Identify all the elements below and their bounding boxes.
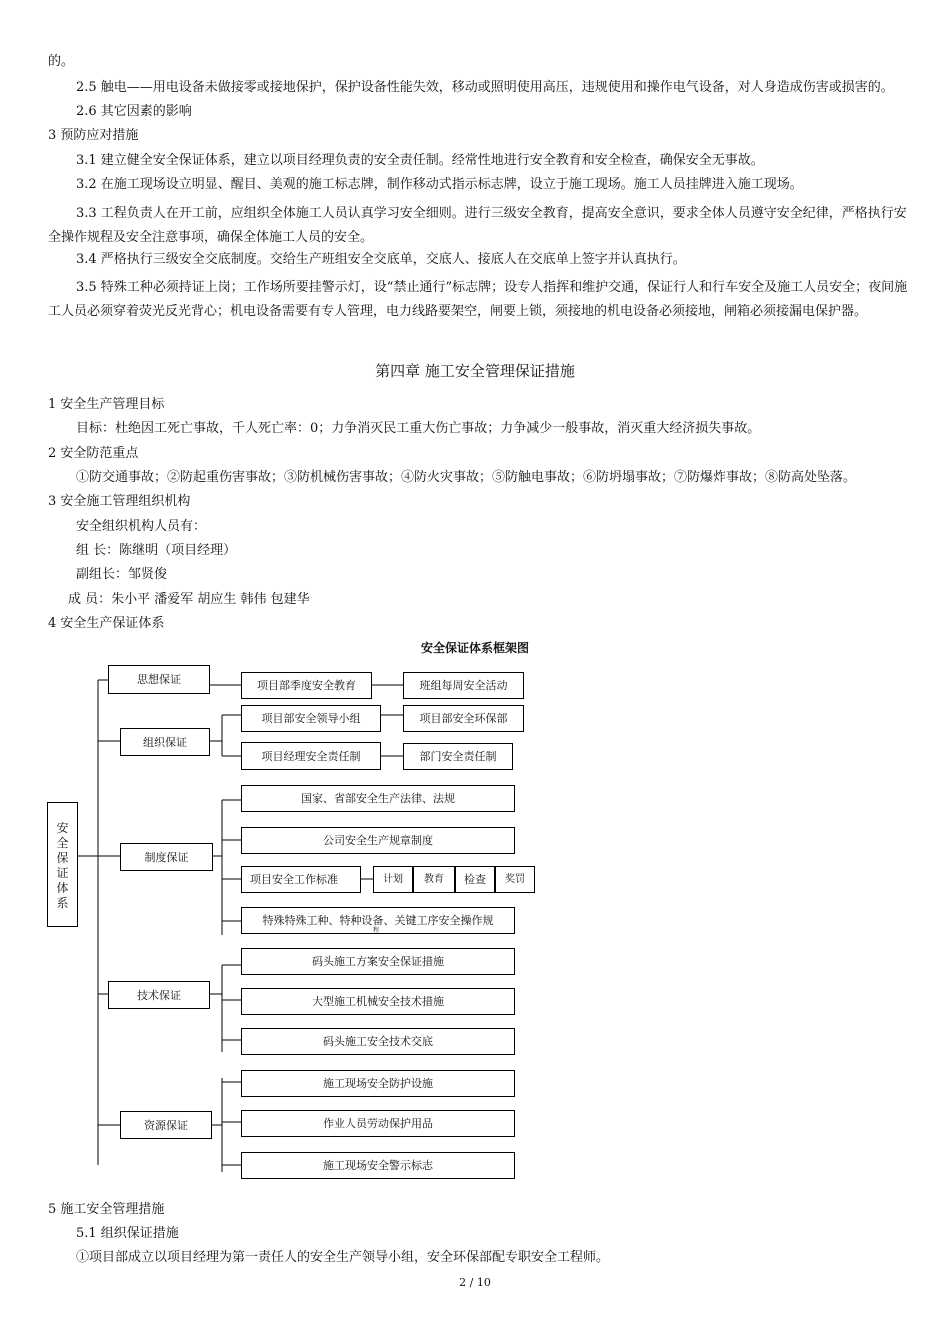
text-line: ①项目部成立以项目经理为第一责任人的安全生产领导小组，安全环保部配专职安全工程师。 (76, 1250, 610, 1265)
category-organization: 组织保证 (120, 728, 210, 756)
system-subitem: 计划 (373, 866, 413, 893)
text-line: 3.1 建立健全安全保证体系，建立以项目经理负责的安全责任制。经常性地进行安全教育和安全检查，确保安全无事故。 (76, 153, 764, 168)
tech-item: 码头施工方案安全保证措施 (241, 948, 515, 975)
text-line: 2.5 触电——用电设备未做接零或接地保护，保护设备性能失效，移动或照明使用高压，违规使用和操作电气设备，对人身造成伤害或损害的。 (76, 80, 894, 95)
tech-item: 码头施工安全技术交底 (241, 1028, 515, 1055)
text-line: 3.2 在施工现场设立明显、醒目、美观的施工标志牌，制作移动式指示标志牌，设立于施工现场。施工人员挂牌进入施工现场。 (76, 177, 803, 192)
category-resource: 资源保证 (120, 1111, 212, 1139)
text-line: 目标：杜绝因工死亡事故，千人死亡率：0；力争消灭民工重大伤亡事故；力争减少一般事故，消灭重大经济损失事故。 (76, 421, 761, 436)
system-subitem: 检查 (455, 866, 495, 893)
text-line: 的。 (48, 54, 75, 69)
category-thought: 思想保证 (108, 665, 210, 694)
system-item: 国家、省部安全生产法律、法规 (241, 785, 515, 812)
section-heading: 5 施工安全管理措施 (48, 1202, 165, 1217)
system-subitem: 教育 (413, 866, 455, 893)
root-box: 安全保证体系 (47, 802, 78, 927)
text-line: ①防交通事故；②防起重伤害事故；③防机械伤害事故；④防火灾事故；⑤防触电事故；⑥防坍塌事故；⑦防爆炸事故；⑧防高处坠落。 (76, 470, 857, 485)
tech-item: 大型施工机械安全技术措施 (241, 988, 515, 1015)
cut-text: 程 (373, 927, 380, 934)
thought-item: 班组每周安全活动 (403, 672, 524, 699)
org-item: 项目部安全环保部 (403, 705, 524, 732)
category-technology: 技术保证 (108, 981, 210, 1009)
text-line: 安全组织机构人员有： (76, 519, 207, 534)
page-number: 2 / 10 (459, 1276, 491, 1289)
section-heading: 4 安全生产保证体系 (48, 616, 165, 631)
resource-item: 作业人员劳动保护用品 (241, 1110, 515, 1137)
org-item: 部门安全责任制 (403, 743, 513, 770)
section-heading: 2 安全防范重点 (48, 446, 139, 461)
subsection-heading: 5.1 组织保证措施 (76, 1226, 179, 1241)
system-subitem: 奖罚 (495, 866, 535, 893)
chapter-title: 第四章 施工安全管理保证措施 (375, 362, 575, 380)
diagram-title: 安全保证体系框架图 (420, 641, 529, 655)
resource-item: 施工现场安全防护设施 (241, 1070, 515, 1097)
text-paragraph: 3.5 特殊工种必须持证上岗；工作场所要挂警示灯，设“禁止通行”标志牌；设专人指挥和维护交通，保证行人和行车安全及施工人员安全；夜间施工人员必须穿着荧光反光背心；机电设备需要有专人管理，电力线路要架空，闸要上锁，须接地的机电设备必须接地，闸箱必须接漏电保护器。 (48, 280, 908, 319)
text-line: 3.4 严格执行三级安全交底制度。交给生产班组安全交底单，交底人、接底人在交底单上签字并认真执行。 (76, 252, 686, 267)
text-paragraph: 3.3 工程负责人在开工前，应组织全体施工人员认真学习安全细则。进行三级安全教育，提高安全意识，要求全体人员遵守安全纪律，严格执行安全操作规程及安全注意事项，确保全体施工人员的安全。 (48, 206, 907, 245)
org-item: 项目部安全领导小组 (241, 705, 381, 732)
section-heading: 1 安全生产管理目标 (48, 397, 165, 412)
resource-item: 施工现场安全警示标志 (241, 1152, 515, 1179)
org-item: 项目经理安全责任制 (241, 742, 381, 770)
category-system: 制度保证 (120, 843, 213, 871)
section-heading: 3 预防应对措施 (48, 128, 139, 143)
text-line: 2.6 其它因素的影响 (76, 104, 192, 119)
thought-item: 项目部季度安全教育 (241, 672, 372, 699)
text-line: 副组长：邹贤俊 (76, 567, 168, 582)
system-item: 特殊特殊工种、特种设备、关键工序安全操作规 (241, 907, 515, 934)
system-item: 项目安全工作标准 (241, 866, 361, 893)
text-line: 成 员：朱小平 潘爱军 胡应生 韩伟 包建华 (68, 592, 310, 607)
system-item: 公司安全生产规章制度 (241, 827, 515, 854)
section-heading: 3 安全施工管理组织机构 (48, 494, 191, 509)
text-line: 组 长：陈继明（项目经理） (76, 543, 237, 558)
